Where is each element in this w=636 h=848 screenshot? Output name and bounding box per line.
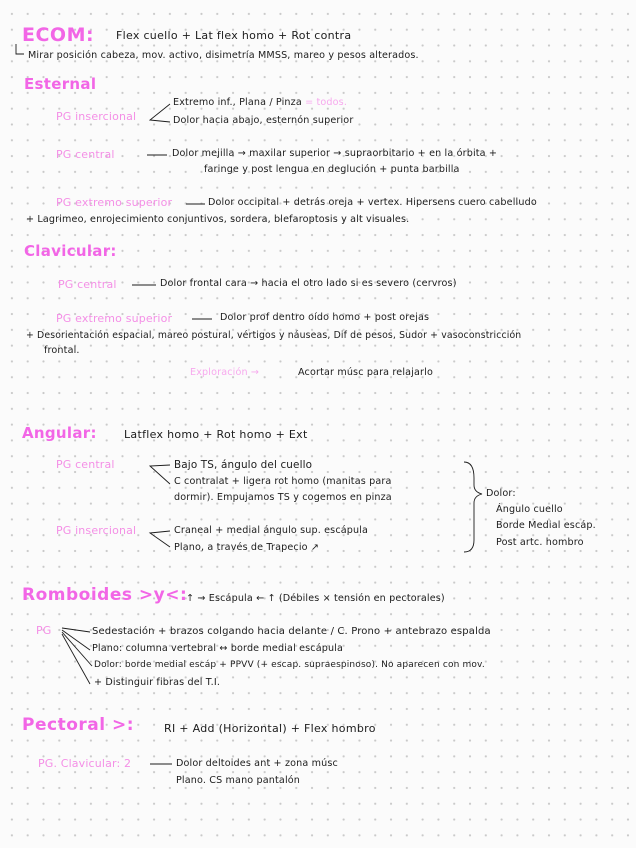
romboides-line1: Sedestación + brazos colgando hacia delante / C. Prono + antebrazo espalda bbox=[92, 626, 491, 637]
angular-insercional-label: PG insercional bbox=[56, 524, 137, 537]
esternal-central-line2: faringe y post lengua en deglución + punta barbilla bbox=[204, 164, 460, 175]
esternal-insercional-line1 bbox=[173, 98, 347, 108]
esternal-insercional-label: PG insercional bbox=[56, 110, 137, 123]
esternal-extremo-line: Dolor occipital + detrás oreja + vertex. Hipersens cuero cabelludo bbox=[208, 197, 537, 208]
pectoral-title: Pectoral >: bbox=[22, 715, 135, 735]
angular-insercional-line1: Craneal + medial ángulo sup. escápula bbox=[174, 525, 369, 536]
exploracion-label: Exploración → bbox=[190, 367, 260, 378]
angular-title: Angular: bbox=[22, 424, 97, 442]
esternal-insercional-line2: Dolor hacia abajo, esternón superior bbox=[173, 115, 354, 126]
angular-central-label: PG central bbox=[56, 458, 115, 471]
esternal-extra: + Lagrimeo, enrojecimiento conjuntivos, sordera, blefaroptosis y alt visuales. bbox=[26, 214, 410, 225]
romboides-title: Romboides >y<: bbox=[22, 585, 188, 605]
esternal-insercional-text: Extremo inf., Plana / Pinza bbox=[173, 97, 302, 108]
angular-subtitle: Latflex homo + Rot homo + Ext bbox=[124, 428, 308, 441]
clavicular-title: Clavicular: bbox=[24, 242, 117, 260]
clavicular-extra-line1: + Desorientación espacial, mareo postural, vértigos y náuseas, Dif de pesos, Sudor + vasoconstricción bbox=[26, 330, 522, 341]
exploracion-text: Acortar músc para relajarlo bbox=[298, 367, 433, 378]
angular-central-line3: dormir). Empujamos TS y cogemos en pinza bbox=[174, 492, 392, 503]
clavicular-extremo-label: PG extremo superior bbox=[56, 312, 173, 325]
ecom-note: Mirar posición cabeza, mov. activo, disimetría MMSS, mareo y pesos alterados. bbox=[28, 50, 419, 61]
esternal-central-label: PG central bbox=[56, 148, 115, 161]
angular-dolor-item: Borde Medial escáp. bbox=[496, 520, 596, 531]
romboides-line3: Dolor: borde medial escáp + PPVV (+ escap. supraespinoso). No aparecen con mov. bbox=[94, 660, 485, 670]
bracket-icon bbox=[150, 465, 170, 484]
romboides-pg-label: PG bbox=[36, 624, 52, 637]
angular-dolor-item: Ángulo cuello bbox=[496, 504, 563, 515]
bracket-icon bbox=[150, 531, 170, 547]
brace-icon bbox=[464, 462, 482, 552]
ecom-subtitle: Flex cuello + Lat flex homo + Rot contra bbox=[116, 29, 352, 42]
esternal-title: Esternal bbox=[24, 75, 97, 93]
esternal-central-line1: Dolor mejilla → maxilar superior → supraorbitario + en la órbita + bbox=[172, 148, 498, 159]
esternal-insercional-highlight: = todos. bbox=[305, 97, 348, 108]
pectoral-line1: Dolor deltoides ant + zona músc bbox=[176, 758, 338, 769]
angular-insercional-line2: Plano, a través de Trapecio ↗ bbox=[174, 542, 320, 553]
angular-dolor-title: Dolor: bbox=[486, 488, 516, 499]
pectoral-pg-label: PG. Clavicular: 2 bbox=[38, 757, 132, 770]
romboides-line2: Plano: columna vertebral ↔ borde medial escápula bbox=[92, 643, 344, 654]
clavicular-central-label: PG central bbox=[58, 278, 117, 291]
angular-central-line2: C contralat + ligera rot homo (manitas para bbox=[174, 476, 392, 487]
ecom-title: ECOM: bbox=[22, 24, 95, 46]
pectoral-line2: Plano. CS mano pantalón bbox=[176, 775, 301, 786]
angular-dolor-item: Post artc. hombro bbox=[496, 537, 584, 548]
bracket-icon bbox=[150, 104, 170, 122]
romboides-line4: + Distinguir fibras del T.I. bbox=[94, 677, 221, 688]
clavicular-central-line: Dolor frontal cara → hacia el otro lado si es severo (cervros) bbox=[160, 278, 457, 289]
clavicular-extra-line2: frontal. bbox=[44, 345, 80, 356]
angular-central-line1: Bajo TS, ángulo del cuello bbox=[174, 459, 313, 471]
pectoral-subtitle: RI + Add (Horizontal) + Flex hombro bbox=[164, 722, 376, 735]
romboides-subtitle: ↑ → Escápula ← ↑ (Débiles × tensión en pectorales) bbox=[186, 593, 445, 604]
clavicular-extremo-line: Dolor prof dentro oído homo + post orejas bbox=[220, 312, 430, 323]
esternal-extremo-label: PG extremo superior bbox=[56, 196, 173, 209]
